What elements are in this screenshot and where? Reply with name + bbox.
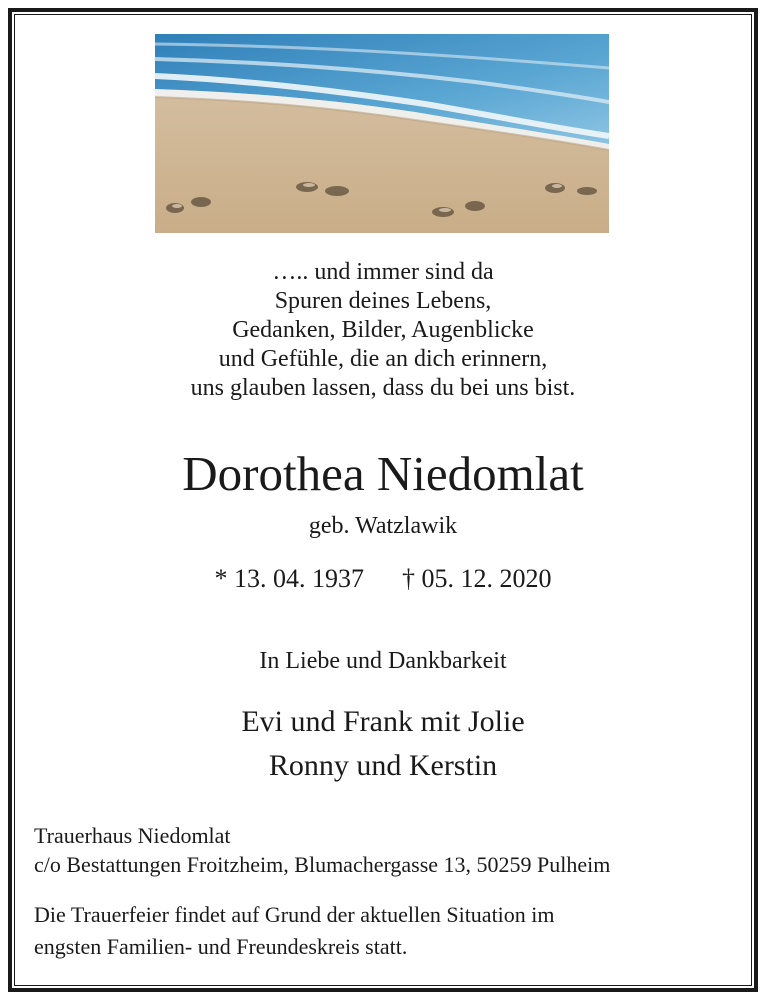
poem-line: und Gefühle, die an dich erinnern, <box>218 346 548 372</box>
poem-line: Gedanken, Bilder, Augenblicke <box>232 317 534 343</box>
mourner-line: Ronny und Kerstin <box>268 749 498 782</box>
poem-line: uns glauben lassen, dass du bei uns bist. <box>190 375 576 401</box>
birth-name: geb. Watzlawik <box>308 513 458 539</box>
deceased-name: Dorothea Niedomlat <box>182 446 584 501</box>
memorial-poem <box>0 258 766 403</box>
poem-line: Spuren deines Lebens, <box>274 288 492 314</box>
beach-footprints-photo <box>155 34 609 233</box>
death-date: † 05. 12. 2020 <box>402 564 552 593</box>
dedication: In Liebe und Dankbarkeit <box>259 648 507 674</box>
birth-date: * 13. 04. 1937 <box>214 564 364 593</box>
notice-line: engsten Familien- und Freundeskreis statt. <box>34 934 408 959</box>
notice-line: Die Trauerfeier findet auf Grund der aktuellen Situation im <box>34 902 555 927</box>
address-line: c/o Bestattungen Froitzheim, Blumachergasse 13, 50259 Pulheim <box>34 852 611 877</box>
poem-line: ….. und immer sind da <box>272 259 494 285</box>
address-line: Trauerhaus Niedomlat <box>34 823 231 848</box>
mourner-line: Evi und Frank mit Jolie <box>241 705 525 738</box>
funeral-notice <box>34 899 744 963</box>
mourners <box>0 700 766 788</box>
mourning-house-address <box>34 821 744 879</box>
life-dates <box>0 563 766 595</box>
